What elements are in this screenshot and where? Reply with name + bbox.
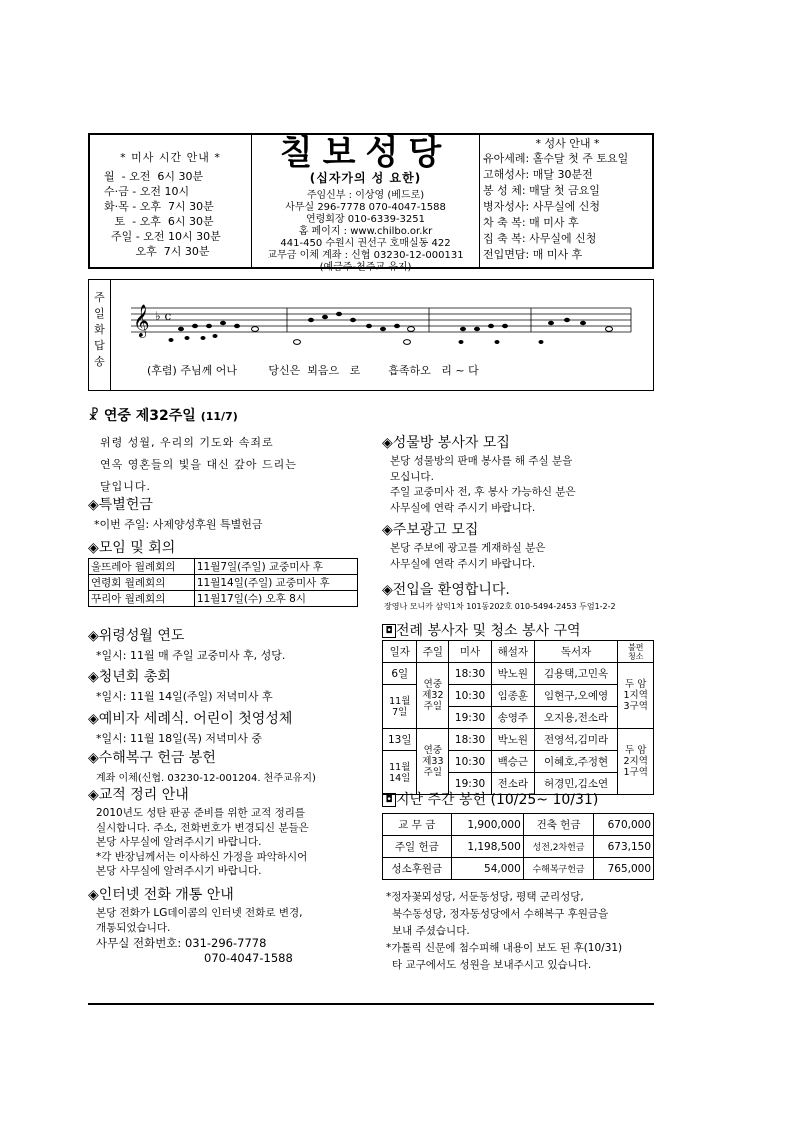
offering-amount: 1,900,000	[451, 814, 523, 836]
offering-label: 성전,2차헌금	[523, 836, 594, 858]
mass-time: 10:30	[449, 685, 492, 707]
mass-time: 18:30	[449, 729, 492, 751]
cleaning-area: 두 암 2지역 1구역	[618, 729, 654, 795]
readers: 이혜호,주정현	[534, 751, 618, 773]
offering-label: 수해복구헌금	[523, 858, 594, 880]
table-row	[89, 559, 358, 575]
table-row	[383, 858, 654, 880]
sacrament-line: 차 축 복: 매 미사 후	[483, 216, 579, 229]
label-char: 답	[94, 339, 105, 352]
sacrament-title: * 성사 안내 *	[535, 137, 600, 150]
sunday-title-text: ☧ 연중 제32주일	[88, 408, 196, 424]
table-row	[89, 591, 358, 607]
label-char: 송	[94, 355, 105, 368]
commentator: 박노원	[491, 729, 534, 751]
liturgy-table	[382, 640, 654, 795]
ad-line: 사무실에 연락 주시기 바랍니다.	[390, 557, 536, 570]
mass-time: 18:30	[449, 663, 492, 685]
account-holder-line: (예금주-천주교 유지)	[319, 262, 412, 273]
date-cell: 6일	[383, 663, 417, 685]
date-cell: 13일	[383, 729, 417, 751]
header-cell: 독서자	[534, 641, 618, 663]
sacrament-line: 유아세례: 홀수달 첫 주 토요일	[483, 152, 629, 165]
wiryeong-title: ◈위령성월 연도	[88, 628, 185, 644]
shop-volunteer-title: ◈성물방 봉사자 모집	[382, 435, 510, 451]
table-row	[383, 663, 654, 685]
sunday-message	[100, 432, 297, 498]
internet-line: 본당 전화가 LG데이콤의 인터넷 전화로 변경,	[96, 907, 303, 919]
census-line: 실시합니다. 주소, 전화번호가 변경되신 분들은	[96, 821, 309, 834]
mass-time: 19:30	[449, 707, 492, 729]
readers: 허경민,김소연	[534, 773, 618, 795]
label-char: 화	[94, 323, 105, 336]
table-row	[383, 729, 654, 751]
address-line: 441-450 수원시 권선구 호매실동 422	[280, 238, 451, 249]
welcome-title: ◈전입을 환영합니다.	[382, 582, 510, 598]
liturgy-title	[382, 620, 581, 640]
bottom-divider	[88, 1003, 654, 1005]
table-row	[89, 575, 358, 591]
shop-volunteer-body	[390, 454, 576, 516]
treble-clef-icon: 𝄞	[133, 304, 150, 337]
special-offering-title: ◈특별헌금	[88, 497, 153, 513]
census-body	[96, 806, 309, 879]
commentator: 전소라	[491, 773, 534, 795]
psalm-lyrics: (후렴) 주님께 어나 당신은 뵈음으 로 흡족하오 리 ~ 다	[147, 364, 479, 377]
sunday-title	[88, 405, 238, 425]
church-subtitle: (십자가의 성 요한)	[309, 171, 422, 185]
sunday-cell: 연중 제33 주일	[417, 729, 449, 795]
note-line: 보내 주셨습니다.	[392, 925, 470, 937]
psalm-label	[89, 280, 111, 390]
readers: 오지용,전소라	[534, 707, 618, 729]
meetings-title: ◈모임 및 회의	[88, 540, 176, 556]
header-cell: 일자	[383, 641, 417, 663]
meeting-time: 11월17일(수) 오후 8시	[194, 591, 357, 607]
catechumen-line: *일시: 11월 18일(목) 저녁미사 중	[96, 732, 263, 745]
wiryeong-line: *일시: 11월 매 주일 교중미사 후, 성당.	[96, 649, 286, 662]
census-title: ◈교적 정리 안내	[88, 787, 189, 803]
mass-line: 화·목 - 오후 7시 30분	[104, 200, 214, 213]
welcome-line: 장영나 모니카 삼익1차 101동202호 010-5494-2453 두엄1-2-2	[384, 602, 616, 611]
internet-phone-title: ◈인터넷 전화 개통 안내	[88, 887, 234, 903]
special-offering-line: *이번 주일: 사제양성후원 특별헌금	[94, 518, 263, 531]
cleaning-area: 두 암 1지역 3구역	[618, 663, 654, 729]
offering-label: 성소후원금	[383, 858, 452, 880]
header-cell: 주일	[417, 641, 449, 663]
offering-label: 교 무 금	[383, 814, 452, 836]
office-phone: 사무실 전화번호: 031-296-7778	[96, 936, 267, 950]
homepage-line: 홈 페이지 : www.chilbo.or.kr	[298, 226, 433, 237]
shop-line: 주일 교중미사 전, 후 봉사 가능하신 분은	[390, 486, 576, 498]
readers: 전영석,김미라	[534, 729, 618, 751]
sunday-line: 위령 성월, 우리의 기도와 속죄로	[100, 436, 274, 449]
sunday-line: 달입니다.	[100, 480, 152, 493]
readers: 임현구,오예영	[534, 685, 618, 707]
sacrament-line: 전입면담: 매 미사 후	[483, 248, 583, 261]
offering-title-text: 지난 주간 봉헌 (10/25~ 10/31)	[396, 792, 599, 808]
note-line: *정자꽃뫼성당, 서둔동성당, 평택 군리성당,	[386, 891, 584, 903]
sacrament-line: 집 축 복: 사무실에 신청	[483, 232, 597, 245]
shop-line: 본당 성물방의 판매 봉사를 해 주실 분을	[390, 455, 573, 467]
offering-amount: 54,000	[451, 858, 523, 880]
mass-schedule	[90, 135, 252, 267]
mass-line: 월 - 오전 6시 30분	[104, 170, 204, 183]
commentator: 백승근	[491, 751, 534, 773]
meeting-name: 울뜨레아 월례회의	[89, 559, 195, 575]
readers: 김용택,고민옥	[534, 663, 618, 685]
census-line: 본당 사무실에 알려주시기 바랍니다.	[96, 836, 262, 848]
sacrament-info	[480, 135, 652, 267]
mass-line: 토 - 오후 6시 30분	[104, 215, 214, 228]
offering-amount: 670,000	[594, 814, 654, 836]
table-row	[383, 814, 654, 836]
square-bullet-icon: ◘	[382, 793, 396, 807]
offering-title	[382, 789, 598, 809]
table-row	[383, 641, 654, 663]
header-cell: 해설자	[491, 641, 534, 663]
association-line: 연령회장 010-6339-3251	[305, 214, 426, 225]
mass-line: 오후 7시 30분	[104, 245, 210, 258]
youth-line: *일시: 11월 14일(주일) 저녁미사 후	[96, 690, 273, 703]
sunday-date: (11/7)	[200, 410, 238, 423]
music-staff	[111, 280, 651, 360]
offering-amount: 1,198,500	[451, 836, 523, 858]
offering-amount: 673,150	[594, 836, 654, 858]
label-char: 주	[94, 291, 105, 304]
meeting-time: 11월7일(주일) 교중미사 후	[194, 559, 357, 575]
sacrament-line: 고해성사: 매달 30분전	[483, 168, 593, 181]
sacrament-line: 병자성사: 사무실에 신청	[483, 200, 600, 213]
mass-line: 수·금 - 오전 10시	[104, 185, 190, 198]
mass-time: 19:30	[449, 773, 492, 795]
square-bullet-icon: ◘	[382, 624, 396, 638]
pastor-line: 주임신부 : 이상영 (베드로)	[306, 190, 425, 201]
office-phone-alt: 070-4047-1588	[204, 951, 293, 965]
responsorial-psalm	[88, 279, 654, 391]
sacrament-line: 봉 성 체: 매달 첫 금요일	[483, 184, 600, 197]
meeting-name: 꾸리아 월례회의	[89, 591, 195, 607]
mass-line: 주일 - 오전 10시 30분	[104, 230, 221, 243]
census-line: *각 반장님께서는 이사하신 가정을 파악하시어	[96, 850, 308, 863]
commentator: 박노원	[491, 663, 534, 685]
header-cell: 미사	[449, 641, 492, 663]
meetings-table	[88, 558, 358, 607]
ad-line: 본당 주보에 광고를 게재하실 분은	[390, 542, 546, 554]
date-cell: 11월 14일	[383, 751, 417, 795]
table-row	[383, 836, 654, 858]
liturgy-title-text: 전례 봉사자 및 청소 봉사 구역	[396, 623, 581, 639]
census-line: 본당 사무실에 알려주시기 바랍니다.	[96, 865, 262, 877]
flood-offering-line: 계좌 이체(신협. 03230-12-001204. 천주교유지)	[96, 773, 316, 784]
catechumen-title: ◈예비자 세례식. 어린이 첫영성체	[88, 711, 293, 727]
bulletin-header	[88, 133, 654, 273]
mass-schedule-title: * 미사 시간 안내 *	[120, 151, 221, 164]
account-line: 교무금 이체 계좌 : 신협 03230-12-000131	[267, 250, 464, 261]
meeting-time: 11월14일(주일) 교중미사 후	[194, 575, 357, 591]
internet-line: 개통되었습니다.	[96, 922, 171, 934]
date-cell: 11월 7일	[383, 685, 417, 729]
shop-line: 사무실에 연락 주시기 바랍니다.	[390, 501, 536, 514]
youth-title: ◈청년회 총회	[88, 669, 171, 685]
church-name: 칠보성당	[279, 133, 452, 173]
bulletin-ad-body	[390, 541, 545, 572]
commentator: 임종훈	[491, 685, 534, 707]
sunday-cell: 연중 제32 주일	[417, 663, 449, 729]
sunday-line: 연옥 영혼들의 빛을 대신 갚아 드리는	[100, 458, 297, 471]
church-info	[252, 133, 480, 273]
mass-time: 10:30	[449, 751, 492, 773]
svg-text:♭ c: ♭ c	[155, 309, 172, 323]
offering-label: 주일 헌금	[383, 836, 452, 858]
flood-offering-title: ◈수해복구 헌금 봉헌	[88, 750, 216, 766]
note-line: 북수동성당, 정자동성당에서 수해복구 후원금을	[392, 908, 609, 920]
offering-table	[382, 813, 654, 880]
label-char: 일	[94, 307, 105, 320]
offering-notes	[386, 889, 622, 974]
note-line: *가톨릭 신문에 첨수피해 내용이 보도 된 후(10/31)	[386, 942, 623, 954]
note-line: 타 교구에서도 성원을 보내주시고 있습니다.	[392, 959, 592, 971]
shop-line: 모십니다.	[390, 470, 434, 483]
commentator: 송영주	[491, 707, 534, 729]
offering-amount: 765,000	[594, 858, 654, 880]
meeting-name: 연령회 월례회의	[89, 575, 195, 591]
bulletin-ad-title: ◈주보광고 모집	[382, 522, 479, 538]
header-cell: 불편 청소	[618, 641, 654, 663]
office-phone-line: 사무실 296-7778 070-4047-1588	[285, 202, 446, 213]
census-line: 2010년도 성탄 판공 준비를 위한 교적 정리를	[96, 807, 306, 819]
offering-label: 건축 헌금	[523, 814, 594, 836]
internet-phone-body	[96, 906, 302, 966]
